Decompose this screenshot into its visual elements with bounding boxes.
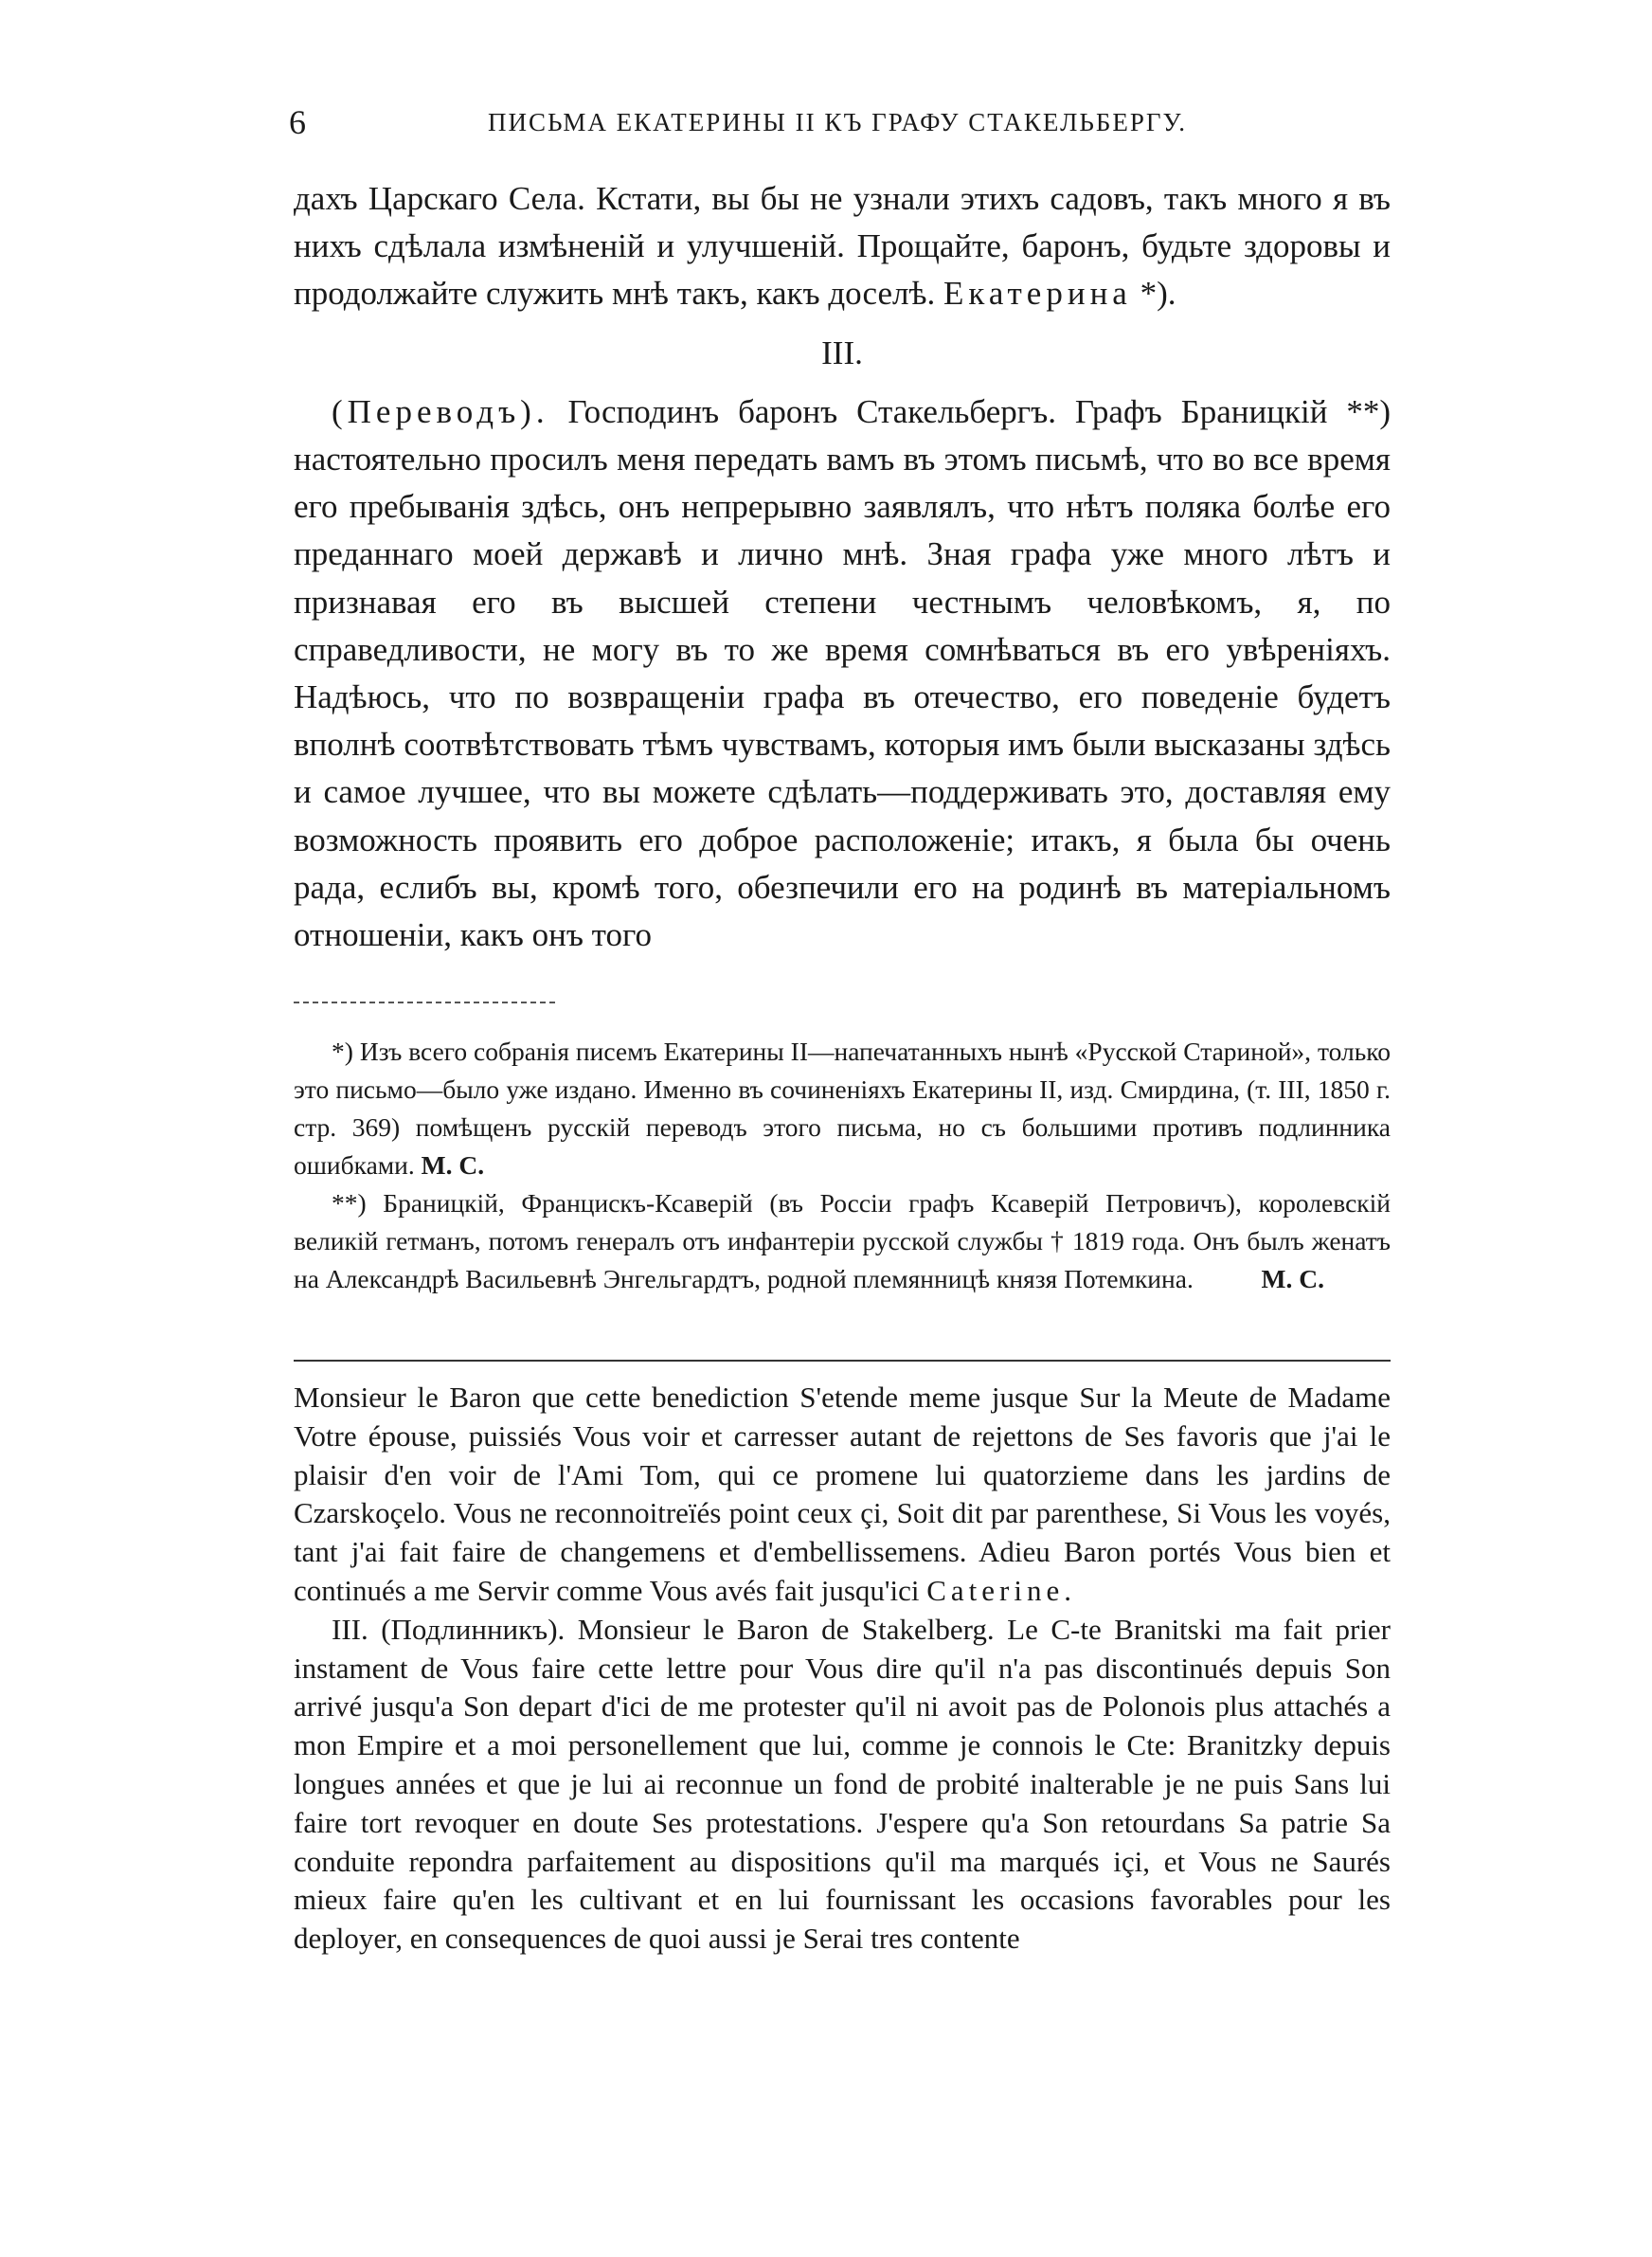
footnotes	[294, 1033, 1391, 1298]
footnote-1	[294, 1033, 1391, 1184]
paragraph-text: дахъ Царскаго Села. Кстати, вы бы не узнали этихъ садовъ, такъ много я въ нихъ сдѣлала измѣненій и улучшеній. Прощайте, баронъ, будьте здоровы и продолжайте служить мнѣ такъ, какъ доселѣ.	[294, 180, 1391, 313]
original-label: III. (Подлинникъ).	[332, 1612, 566, 1646]
section-heading: III.	[821, 334, 863, 371]
footnote-text: **) Браницкій, Францискъ-Ксаверій (въ Россіи графъ Ксаверій Петровичъ), королевскій великій гетманъ, потомъ генералъ отъ инфантеріи русской службы † 1819 года. Онъ былъ женатъ на Александрѣ Васильевнѣ Энгельгардтъ, родной племянницѣ князя Потемкина.	[294, 1188, 1391, 1293]
translation-label: (Переводъ).	[332, 392, 549, 430]
footnote-signature: М. С.	[421, 1150, 485, 1180]
paragraph-text: Господинъ баронъ Стакельбергъ. Графъ Браницкій **) настоятельно просилъ меня передать вамъ въ этомъ письмѣ, что во все время его пребыванія здѣсь, онъ непрерывно заявлялъ, что нѣтъ поляка болѣе его преданнаго моей державѣ и лично мнѣ. Зная графа уже много лѣтъ и признавая его въ высшей степени честнымъ человѣкомъ, я, по справедливости, не могу въ то же время сомнѣваться въ его увѣреніяхъ. Надѣюсь, что по возвращеніи графа въ отечество, его поведеніе будетъ вполнѣ соотвѣтствовать тѣмъ чувствамъ, которыя имъ были высказаны здѣсь и самое лучшее, что вы можете сдѣлать—поддерживать это, доставляя ему возможность проявить его доброе расположеніе; итакъ, я была бы очень рада, еслибъ вы, кромѣ того, обезпечили его на родинѣ въ матеріальномъ отношеніи, какъ онъ того	[294, 392, 1391, 954]
signature: Екатерина	[943, 275, 1132, 313]
footnote-signature: М. С.	[1261, 1264, 1324, 1293]
section-divider	[294, 1360, 1391, 1362]
paragraph-text: Monsieur le Baron que cette benediction S'etende meme jusque Sur la Meute de Madame Votre épouse, puissiés Vous voir et carresser autant de rejettons de Ses favoris que j'ai le plaisir d'en voir de l'Ami Tom, qui ce promene lui quatorzieme dans les jardins de Czarskoçelo. Vous ne reconnoitreïés point ceux çi, Soit dit par parenthese, Si Vous les voyés, tant j'ai fait faire de changemens et d'embellissemens. Adieu Baron portés Vous bien et continués a me Servir comme Vous avés fait jusqu'ici	[294, 1381, 1391, 1607]
paragraph-continuation	[294, 175, 1391, 318]
french-paragraph-2	[294, 1611, 1391, 1959]
paragraph-text: Monsieur le Baron de Stakelberg. Le C-te Branitski ma fait prier instament de Vous faire cette lettre pour Vous dire qu'il n'a pas discontinués depuis Son arrivé jusqu'a Son depart d'ici de me protester qu'il ni avoit pas de Polonois plus attachés a mon Empire et a moi personellement que lui, comme je connois le Cte: Branitzky depuis longues années et que je lui ai reconnue un fond de probité inalterable je ne puis Sans lui faire tort revoquer en doute Ses protestations. J'espere qu'a Son retourdans Sa patrie Sa conduite repondra parfaitement au dispositions qu'il ma marqués içi, et Vous ne Saurés mieux faire qu'en les cultivant et en lui fournissant les occasions favorables pour les deployer, en consequences de quoi aussi je Serai tres contente	[294, 1612, 1391, 1956]
footnote-marker: *).	[1131, 275, 1176, 313]
footnote-separator	[294, 1002, 555, 1003]
footnote-text: *) Изъ всего собранія писемъ Екатерины II—напечатанныхъ нынѣ «Русской Стариной», только это письмо—было уже издано. Именно въ сочиненіяхъ Екатерины II, изд. Смирдина, (т. III, 1850 г. стр. 369) помѣщенъ русскій переводъ этого письма, но съ большими противъ подлинника ошибками.	[294, 1037, 1391, 1180]
french-paragraph-1	[294, 1379, 1391, 1611]
french-text-block	[294, 1379, 1391, 1959]
page-header	[289, 102, 1397, 144]
russian-text-block	[294, 175, 1391, 959]
page-number: 6	[289, 103, 306, 141]
running-title: ПИСЬМА ЕКАТЕРИНЫ II КЪ ГРАФУ СТАКЕЛЬБЕРГУ.	[488, 108, 1187, 136]
paragraph-letter-translation	[294, 388, 1391, 959]
signature: Caterine.	[926, 1573, 1076, 1607]
footnote-2	[294, 1184, 1391, 1298]
